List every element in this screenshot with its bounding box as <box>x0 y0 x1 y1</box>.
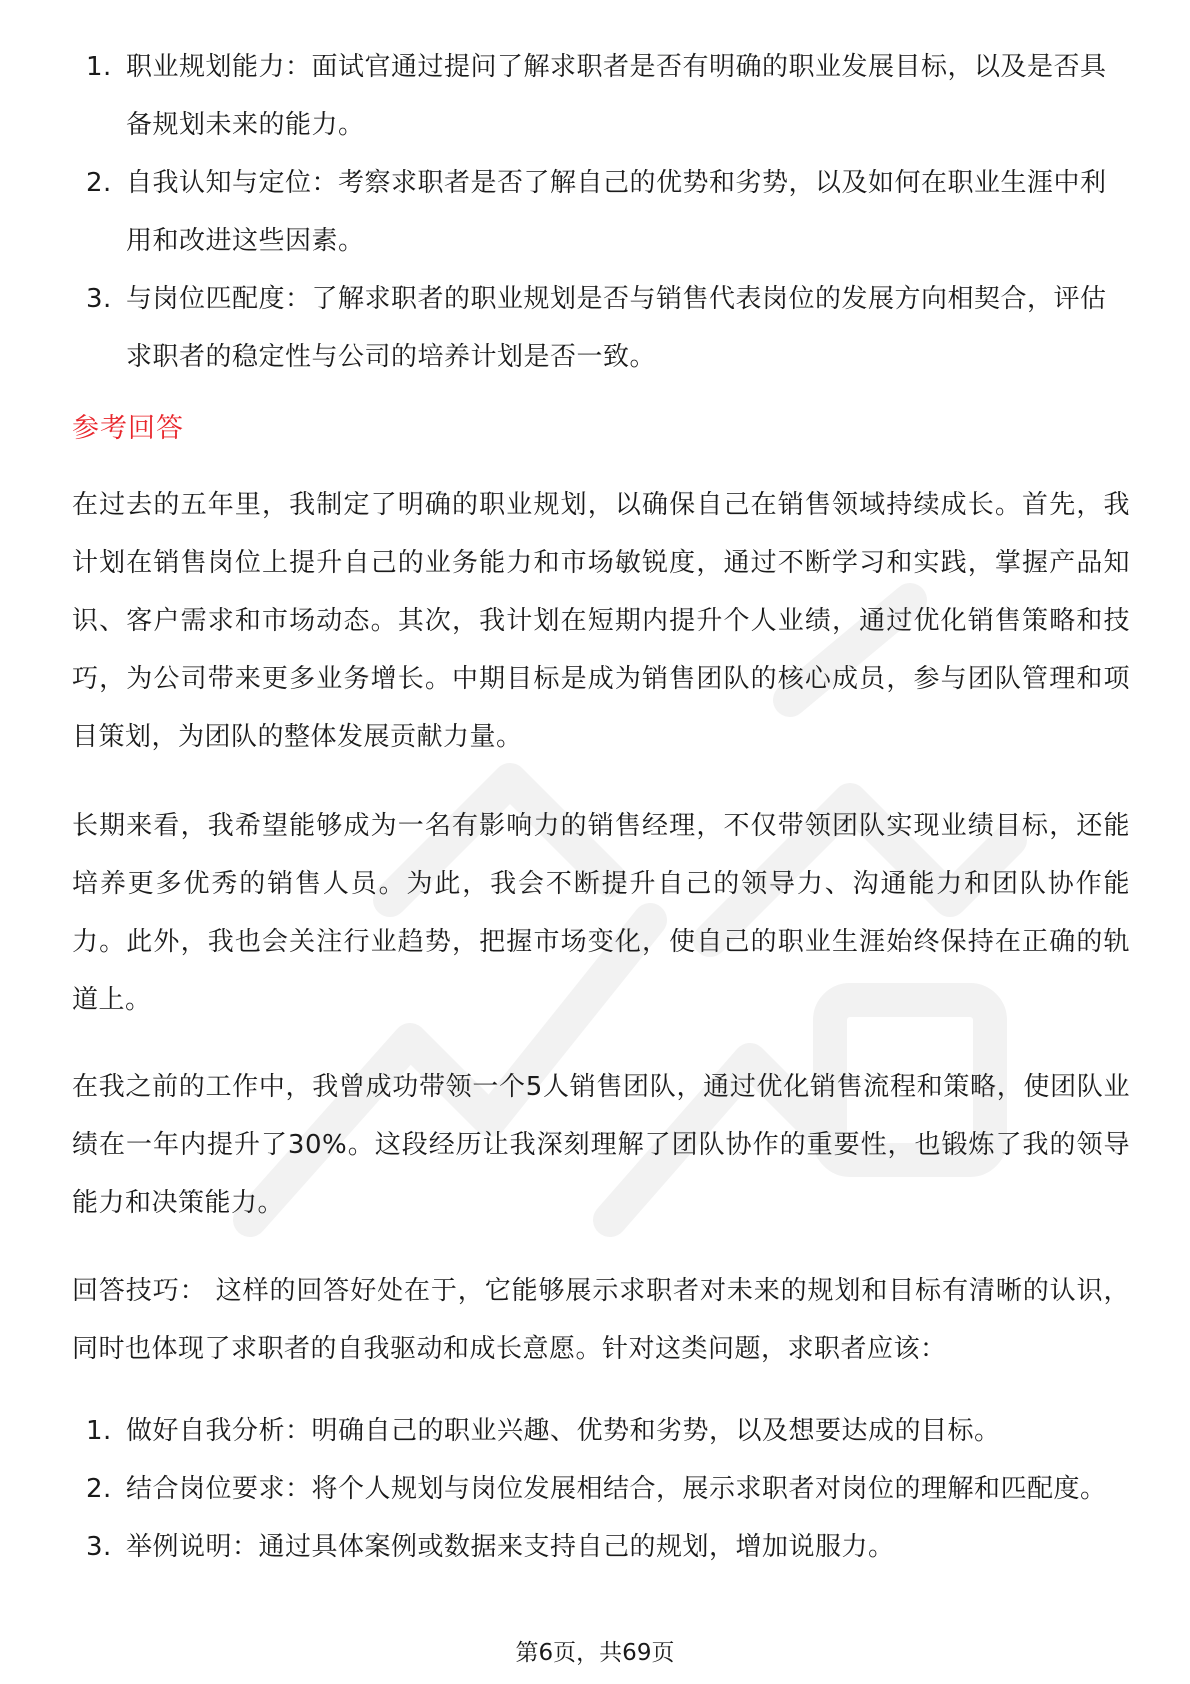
list-item-number: 2. <box>86 168 112 198</box>
list-item-text: 举例说明：通过具体案例或数据来支持自己的规划，增加说服力。 <box>126 1532 895 1562</box>
list-item <box>70 154 1130 270</box>
list-item-text: 自我认知与定位：考察求职者是否了解自己的优势和劣势，以及如何在职业生涯中利用和改进这些因素。 <box>126 168 1107 256</box>
answer-paragraph: 长期来看，我希望能够成为一名有影响力的销售经理，不仅带领团队实现业绩目标，还能培养更多优秀的销售人员。为此，我会不断提升自己的领导力、沟通能力和团队协作能力。此外，我也会关注行业趋势，把握市场变化，使自己的职业生涯始终保持在正确的轨道上。 <box>72 811 1130 1015</box>
evaluation-criteria-list <box>70 38 1130 386</box>
section-heading: 参考回答 <box>72 413 184 444</box>
list-item-number: 1. <box>86 52 112 82</box>
list-item-text: 结合岗位要求：将个人规划与岗位发展相结合，展示求职者对岗位的理解和匹配度。 <box>126 1474 1107 1504</box>
list-item-number: 2. <box>86 1474 112 1504</box>
list-item-text: 做好自我分析：明确自己的职业兴趣、优势和劣势，以及想要达成的目标。 <box>126 1416 1001 1446</box>
list-item-number: 1. <box>86 1416 112 1446</box>
page-footer: 第6页，共69页 <box>515 1640 675 1666</box>
list-item <box>70 1402 1130 1460</box>
list-item <box>70 270 1130 386</box>
list-item-number: 3. <box>86 284 112 314</box>
list-item-number: 3. <box>86 1532 112 1562</box>
answer-paragraph: 在过去的五年里，我制定了明确的职业规划，以确保自己在销售领域持续成长。首先，我计划在销售岗位上提升自己的业务能力和市场敏锐度，通过不断学习和实践，掌握产品知识、客户需求和市场动态。其次，我计划在短期内提升个人业绩，通过优化销售策略和技巧，为公司带来更多业务增长。中期目标是成为销售团队的核心成员，参与团队管理和项目策划，为团队的整体发展贡献力量。 <box>72 490 1130 752</box>
answer-tips-list <box>70 1402 1130 1576</box>
list-item <box>70 1518 1130 1576</box>
list-item <box>70 38 1130 154</box>
list-item-text: 职业规划能力：面试官通过提问了解求职者是否有明确的职业发展目标，以及是否具备规划未来的能力。 <box>126 52 1107 140</box>
list-item <box>70 1460 1130 1518</box>
answer-tips-intro: 回答技巧： 这样的回答好处在于，它能够展示求职者对未来的规划和目标有清晰的认识，同时也体现了求职者的自我驱动和成长意愿。针对这类问题，求职者应该： <box>72 1276 1130 1364</box>
answer-paragraph: 在我之前的工作中，我曾成功带领一个5人销售团队，通过优化销售流程和策略，使团队业绩在一年内提升了30%。这段经历让我深刻理解了团队协作的重要性，也锻炼了我的领导能力和决策能力。 <box>72 1072 1130 1218</box>
list-item-text: 与岗位匹配度：了解求职者的职业规划是否与销售代表岗位的发展方向相契合，评估求职者的稳定性与公司的培养计划是否一致。 <box>126 284 1107 372</box>
